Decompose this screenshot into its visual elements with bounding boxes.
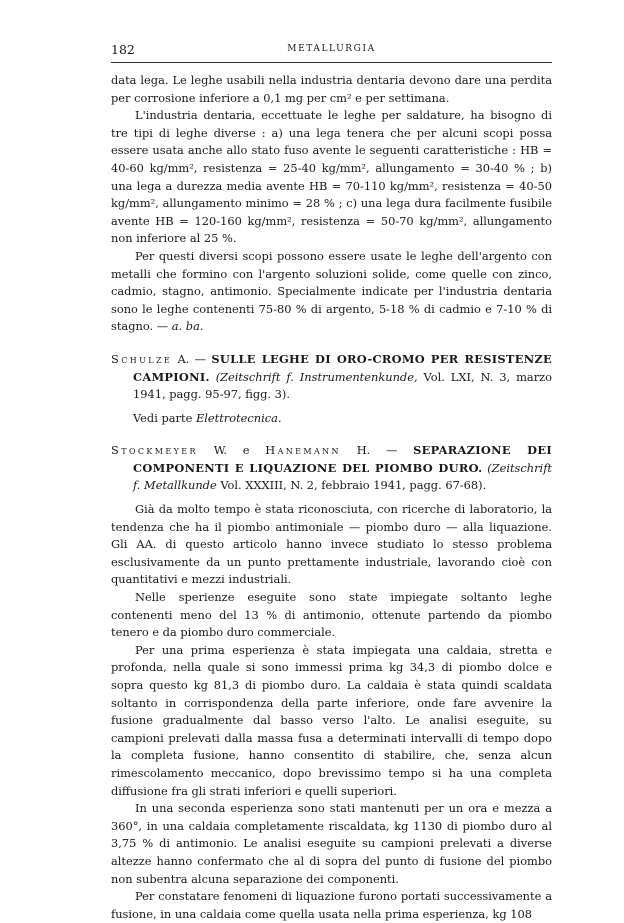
entry-1-author-surname: Schulze <box>111 351 173 366</box>
page-number: 182 <box>111 42 135 57</box>
entry-1-journal: (Zeitschrift f. Instrumentenkunde, <box>215 369 418 384</box>
intro-paragraph-1: data lega. Le leghe usabili nella industria dentaria devono dare una perdita per corrosione inferiore a 0,1 mg per cm² e per settimana. <box>111 73 552 105</box>
running-title: METALLURGIA <box>287 44 376 54</box>
entry-1-heading <box>111 351 552 404</box>
entry-2-paragraph-5: Per constatare fenomeni di liquazione furono portati successivamente a fusione, in una caldaia come quella usata nella prima esperienza, kg 108 <box>111 889 552 921</box>
entry-2-author-2-initial: H. <box>356 443 371 458</box>
entry-2-journal: (Zeitschrift f. Metallkunde <box>133 460 552 493</box>
entry-1-title: SULLE LEGHE DI ORO-CROMO PER RESISTENZE CAMPIONI. <box>133 351 553 384</box>
entry-2-dash: — <box>385 443 398 458</box>
see-also-label: Vedi parte <box>133 410 193 425</box>
bibliography-entry-1 <box>111 351 552 427</box>
entry-2-paragraph-3: Per una prima esperienza è stata impiegata una caldaia, stretta e profonda, nella quale si sono immessi prima kg 34,3 di piombo dolce e sopra questo kg 81,3 di piombo duro. La caldaia è stata quindi scaldata soltanto in corrispondenza della parte inferiore, onde fare avvenire la fusione gradualmente dal basso verso l'alto. Le analisi eseguite, su campioni prelevati dalla massa fusa a determinati intervalli di tempo dopo la completa fusione, hanno consentito di stabilire, che, senza alcun rimescolamento meccanico, dopo brevissimo tempo si ha una completa diffusione fra gli strati inferiori e quelli superiori. <box>111 642 552 798</box>
entry-2-paragraph-1: Già da molto tempo è stata riconosciuta, con ricerche di laboratorio, la tendenza che ha il piombo antimoniale — piombo duro — alla liquazione. Gli AA. di questo articolo hanno invece studiato lo stesso problema esclusivamente da un punto prettamente industriale, lavorando cioè con quantitativi e mezzi industriali. <box>111 502 552 587</box>
entry-2-title: SEPARAZIONE DEI COMPONENTI E LIQUAZIONE DEL PIOMBO DURO. <box>133 443 552 475</box>
entry-2-heading <box>111 442 552 495</box>
header-rule <box>111 62 552 63</box>
entry-2-author-1-initial: W. <box>213 443 228 458</box>
entry-2-paragraph-2: Nelle sperienze eseguite sono state impiegate soltanto leghe contenenti meno del 13 % di antimonio, ottenute partendo da piombo tenero e da piombo duro commerciale. <box>111 590 552 640</box>
entry-2-conjunction: e <box>242 443 250 458</box>
article-body <box>111 72 552 923</box>
abstract-author-initials: a. ba. <box>171 319 204 334</box>
entry-2-author-2-surname: Hanemann <box>265 443 341 458</box>
entry-1-author-initial: A. <box>177 351 190 366</box>
entry-2-details: Vol. XXXIII, N. 2, febbraio 1941, pagg. 67-68). <box>220 478 487 493</box>
bibliography-entry-2 <box>111 442 552 923</box>
page-header <box>111 42 552 58</box>
see-also-target: Elettrotecnica. <box>195 410 282 425</box>
entry-1-see-also <box>111 410 552 428</box>
intro-paragraph-3 <box>111 248 552 336</box>
intro-paragraph-3-text: Per questi diversi scopi possono essere usate le leghe dell'argento con metalli che formino con l'argento soluzioni solide, come quelle con zinco, cadmio, stagno, antimonio. Specialmente indicate per l'industria dentaria sono le leghe contenenti 75-80 % di argento, 5-18 % di cadmio e 7-10 % di stagno. — <box>111 248 552 334</box>
entry-1-dash: — <box>194 351 207 366</box>
entry-2-paragraph-4: In una seconda esperienza sono stati mantenuti per un ora e mezza a 360°, in una caldaia completamente riscaldata, kg 1130 di piombo duro al 3,75 % di antimonio. Le analisi eseguite su campioni prelevati a diverse altezze hanno confermato che al di sopra del punto di fusione del piombo non subentra alcuna separazione dei componenti. <box>111 801 552 886</box>
entry-1-details: Vol. LXI, N. 3, marzo 1941, pagg. 95-97, figg. 3). <box>133 369 553 402</box>
intro-paragraph-2: L'industria dentaria, eccettuate le leghe per saldature, ha bisogno di tre tipi di leghe diverse : a) una lega tenera che per alcuni scopi possa essere usata anche allo stato fuso avente le seguenti caratteristiche : HB = 40-60 kg/mm², resistenza = 25-40 kg/mm², allungamento = 30-40 % ; b) una lega a durezza media avente HB = 70-110 kg/mm², resistenza = 40-50 kg/mm², allungamento minimo = 28 % ; c) una lega dura facilmente fusibile avente HB = 120-160 kg/mm², resistenza = 50-70 kg/mm², allungamento non inferiore al 25 %. <box>111 108 552 246</box>
entry-2-author-1-surname: Stockmeyer <box>111 443 198 458</box>
